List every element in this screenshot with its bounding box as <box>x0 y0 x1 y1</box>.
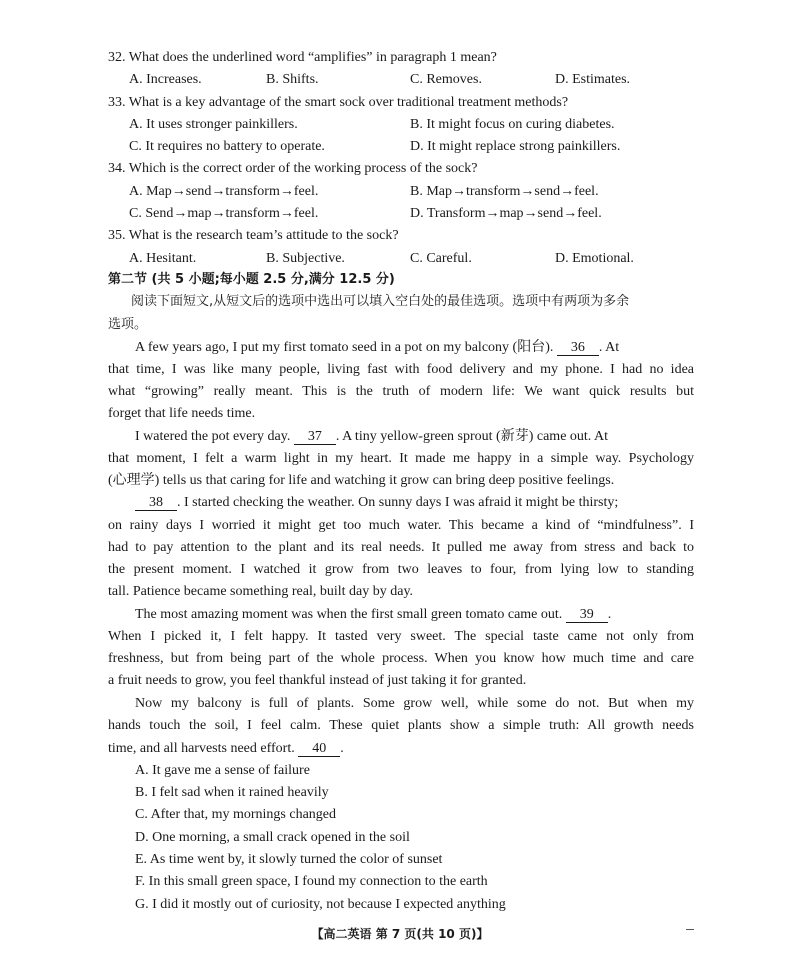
q32-option-c: C. Removes. <box>410 72 482 87</box>
passage-line: that moment, I felt a warm light in my heart. It made me happy in a simple way. Psychology <box>108 451 694 466</box>
page-footer: 【高二英语 第 7 页(共 10 页)】 <box>311 927 489 941</box>
q32-option-a: A. Increases. <box>129 72 202 87</box>
q33-option-c: C. It requires no battery to operate. <box>129 139 325 154</box>
question-32-stem: 32. What does the underlined word “amplifies” in paragraph 1 mean? <box>108 50 497 65</box>
option-b: B. I felt sad when it rained heavily <box>135 785 329 800</box>
passage-line: tall. Patience became something real, built day by day. <box>108 584 414 599</box>
q34-option-a: A. Map→send→transform→feel. <box>129 184 319 199</box>
blank-40: 40 <box>298 741 340 757</box>
q35-option-b: B. Subjective. <box>266 251 345 266</box>
passage-line: time, and all harvests need effort. 40 . <box>108 741 344 756</box>
blank-37: 37 <box>294 429 336 445</box>
passage-line: I watered the pot every day. 37 . A tiny yellow-green sprout (新芽) came out. At <box>135 429 609 444</box>
passage-line: When I picked it, I felt happy. It tasted very sweet. The special taste came not only from <box>108 629 694 644</box>
section-instruction-cont: 选项。 <box>108 317 148 332</box>
question-34-stem: 34. Which is the correct order of the working process of the sock? <box>108 161 478 176</box>
passage-line: 38 . I started checking the weather. On sunny days I was afraid it might be thirsty; <box>135 494 618 512</box>
q35-option-a: A. Hesitant. <box>129 251 197 266</box>
q34-option-d: D. Transform→map→send→feel. <box>410 206 602 221</box>
q35-option-c: C. Careful. <box>410 251 472 266</box>
passage-line: (心理学) tells us that caring for life and watching it grow can bring deep positive feelings. <box>108 473 615 488</box>
question-33-stem: 33. What is a key advantage of the smart sock over traditional treatment methods? <box>108 95 569 110</box>
q33-option-d: D. It might replace strong painkillers. <box>410 139 621 154</box>
option-g: G. I did it mostly out of curiosity, not because I expected anything <box>135 897 506 912</box>
q35-option-d: D. Emotional. <box>555 251 634 266</box>
passage-line: A few years ago, I put my first tomato seed in a pot on my balcony (阳台). 36 . At <box>135 340 620 355</box>
q33-option-a: A. It uses stronger painkillers. <box>129 117 298 132</box>
option-f: F. In this small green space, I found my connection to the earth <box>135 874 488 889</box>
blank-39: 39 <box>566 607 608 623</box>
passage-line: the present moment. I watched it grow from two leaves to four, from lying low to standing <box>108 562 694 577</box>
passage-line: a fruit needs to grow, you feel thankful instead of just taking it for granted. <box>108 673 527 688</box>
passage-line: what “growing” really meant. This is the truth of modern life: We want quick results but <box>108 384 694 399</box>
q32-option-b: B. Shifts. <box>266 72 319 87</box>
passage-line: hands touch the soil, I feel calm. These quiet plants show a simple truth: All growth needs <box>108 718 694 733</box>
section-instruction: 阅读下面短文,从短文后的选项中选出可以填入空白处的最佳选项。选项中有两项为多余 <box>131 294 630 309</box>
q32-option-d: D. Estimates. <box>555 72 631 87</box>
q34-option-c: C. Send→map→transform→feel. <box>129 206 319 221</box>
option-d: D. One morning, a small crack opened in the soil <box>135 830 410 845</box>
passage-line: freshness, but from being part of the whole process. When you know how much time and care <box>108 651 694 666</box>
question-35-stem: 35. What is the research team’s attitude to the sock? <box>108 228 399 243</box>
q33-option-b: B. It might focus on curing diabetes. <box>410 117 615 132</box>
option-c: C. After that, my mornings changed <box>135 807 337 822</box>
passage-line: that time, I was like many people, living fast with food delivery and my phone. I had no idea <box>108 362 694 377</box>
passage-line: on rainy days I worried it might get too much water. This became a kind of “mindfulness”. I <box>108 518 694 533</box>
passage-line: had to pay attention to the plant and its real needs. It pulled me away from stress and back to <box>108 540 694 555</box>
option-a: A. It gave me a sense of failure <box>135 763 310 778</box>
passage-line: The most amazing moment was when the first small green tomato came out. 39 . <box>135 607 612 622</box>
blank-38: 38 <box>135 495 177 511</box>
passage-line: Now my balcony is full of plants. Some grow well, while some do not. But when my <box>135 696 694 711</box>
blank-36: 36 <box>557 340 599 356</box>
q34-option-b: B. Map→transform→send→feel. <box>410 184 599 199</box>
option-e: E. As time went by, it slowly turned the color of sunset <box>135 852 443 867</box>
section-heading: 第二节 (共 5 小题;每小题 2.5 分,满分 12.5 分) <box>108 272 395 287</box>
passage-line: forget that life needs time. <box>108 406 256 421</box>
scan-mark <box>686 929 694 930</box>
